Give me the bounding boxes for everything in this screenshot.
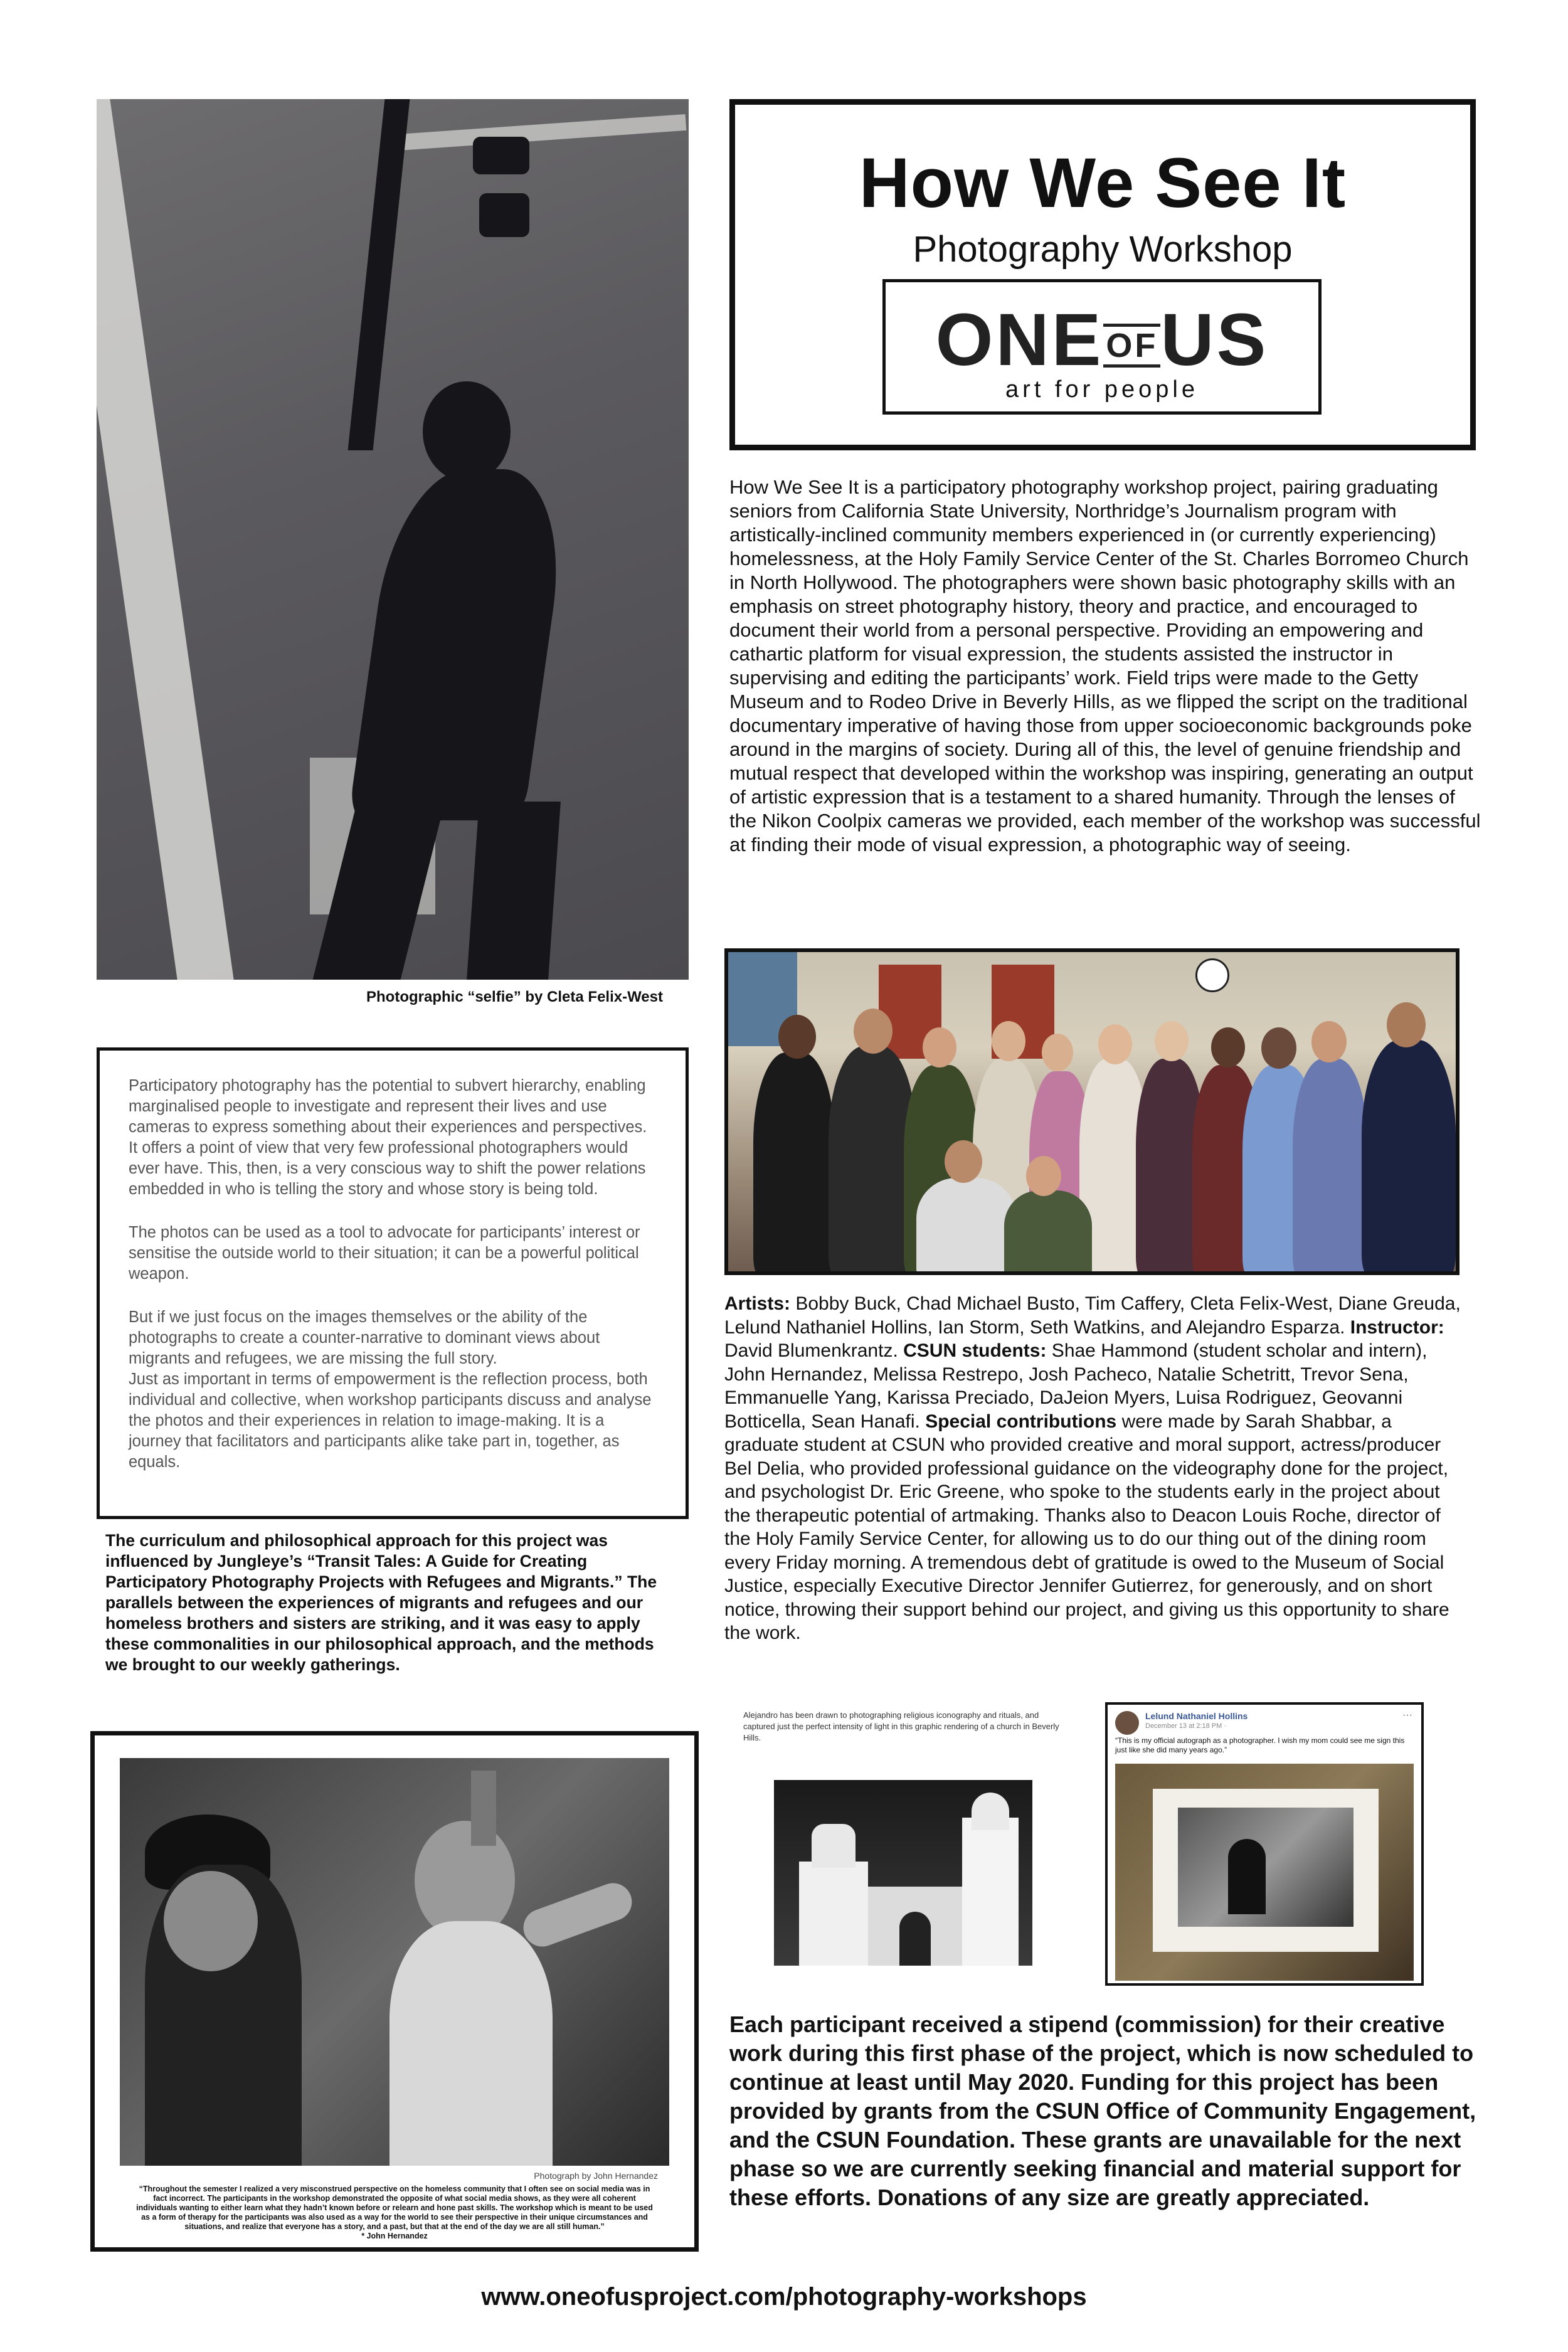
one-of-us-logo: ONEOFUS art for people — [882, 279, 1322, 415]
website-link[interactable]: www.oneofusproject.com/photography-workshops — [481, 2283, 1087, 2311]
quote-paragraph: Just as important in terms of empowerment is the reflection process, both individual and collective, when workshop participants discuss and analyse the photos and their experiences in relation to image-making. It is a journey that facilitators and participants alike take part in, together, as equals. — [129, 1370, 652, 1471]
participatory-photography-quote — [97, 1047, 689, 1519]
stipend-paragraph: Each participant received a stipend (commission) for their creative work during this first phase of the project, which is now scheduled to continue at least until May 2020. Funding for this project has been provided by grants from the CSUN Office of Community Engagement, and the CSUN Foundation. These grants are unavailable for the next phase so we are currently seeking financial and material support for these efforts. Donations of any size are greatly appreciated. — [729, 2011, 1476, 2210]
church-photo — [774, 1780, 1032, 1966]
group-photo — [724, 948, 1459, 1275]
quote-paragraph: But if we just focus on the images themselves or the ability of the photographs to create a counter-narrative to dominant views about migrants and refugees, we are missing the full story. — [129, 1308, 600, 1367]
post-text: “This is my official autograph as a photographer. I wish my mom could see me sign this just like she did many years ago.” — [1115, 1736, 1405, 1754]
more-options-icon: ··· — [1402, 1710, 1412, 1720]
page-subtitle: Photography Workshop — [913, 229, 1293, 270]
church-caption: Alejandro has been drawn to photographing religious iconography and rituals, and captured just the perfect intensity of light in this graphic rendering of a church in Beverly Hills. — [743, 1710, 1059, 1742]
avatar — [1115, 1711, 1139, 1735]
intro-paragraph: How We See It is a participatory photography workshop project, pairing graduating seniors from California State University, Northridge’s Journalism program with artistically-inclined community members experienced in (or currently experiencing) homelessness, at the Holy Family Service Center of the St. Charles Borromeo Church in North Hollywood. The photographers were shown basic photography skills with an emphasis on street photography history, theory and practice, and encouraged to document their world from a personal perspective. Providing an empowering and cathartic platform for visual expression, the students assisted the instructor in supervising and editing the participants’ work. Field trips were made to the Getty Museum and to Rodeo Drive in Beverly Hills, as we flipped the script on the traditional documentary imperative of having those from upper socioeconomic backgrounds poke around in the margins of society. During all of this, the level of genuine friendship and mutual respect that developed within the workshop was inspiring, generating an output of artistic expression that is a testament to a shared humanity. Through the lenses of the Nikon Coolpix cameras we provided, each member of the workshop was successful at finding their mode of visual expression, a photographic way of seeing. — [729, 476, 1481, 856]
workshop-photo — [120, 1758, 669, 2166]
john-hernandez-quote: “Throughout the semester I realized a very misconstrued perspective on the homeless community that I often see on social media was in fact incorrect. The participants in the workshop demonstrated the opposite of what social media shows, as they were all coherent individuals wanting to either learn what they hadn’t known before or relearn and hone past skills. The workshop which is meant to be used as a form of therapy for the participants was also used as a way for the world to see their perspective in their unique circumstances and situations, and realize that everyone has a story, and a past, but that at the end of the day we are all still human.” * John Hernandez — [136, 2185, 653, 2240]
facebook-post — [1105, 1702, 1424, 1986]
post-date: December 13 at 2:18 PM · — [1145, 1722, 1227, 1730]
credits-paragraph: Artists: Bobby Buck, Chad Michael Busto, Tim Caffery, Cleta Felix-West, Diane Greuda, Lelund Nathaniel Hollins, Ian Storm, Seth Watkins, and Alejandro Esparza. Instructor: David Blumenkrantz. CSUN students: Shae Hammond (student scholar and intern), John Hernandez, Melissa Restrepo, Josh Pacheco, Natalie Schetritt, Trevor Sena, Emmanuelle Yang, Karissa Preciado, DaJeion Myers, Luisa Rodriguez, Geovanni Botticella, Sean Hanafi. Special contributions were made by Sarah Shabbar, a graduate student at CSUN who provided creative and moral support, actress/producer Bel Delia, who provided professional guidance on the videography done for the project, and psychologist Dr. Eric Greene, who spoke to the students early in the project about the therapeutic potential of artmaking. Thanks also to Deacon Louis Roche, director of the Holy Family Service Center, for allowing us to do our thing out of the dining room every Friday morning. A tremendous debt of gratitude is owed to the Museum of Social Justice, especially Executive Director Jennifer Gutierrez, for generously, and on short notice, throwing their support behind our project, and giving us this opportunity to share the work. — [724, 1293, 1461, 1643]
post-photo — [1115, 1764, 1414, 1981]
selfie-caption: Photographic “selfie” by Cleta Felix-West — [366, 988, 663, 1005]
workshop-photo-frame — [90, 1731, 699, 2252]
curriculum-influence: The curriculum and philosophical approach for this project was influenced by Jungleye’s “Transit Tales: A Guide for Creating Participatory Photography Projects with Refugees and Migrants.” The parallels between the experiences of migrants and refugees and our homeless brothers and sisters are striking, and it was easy to apply these commonalities in our philosophical approach, and the methods we brought to our weekly gatherings. — [105, 1531, 657, 1674]
page-title: How We See It — [859, 144, 1347, 222]
quote-paragraph: The photos can be used as a tool to advocate for participants’ interest or sensitise the outside world to their situation; it can be a powerful political weapon. — [129, 1224, 640, 1283]
post-author: Lelund Nathaniel Hollins — [1145, 1711, 1248, 1721]
photo-credit: Photograph by John Hernandez — [534, 2171, 658, 2181]
selfie-photo — [97, 99, 689, 980]
quote-paragraph: Participatory photography has the potential to subvert hierarchy, enabling marginalised people to investigate and represent their lives and use cameras to express something about their experiences and perspectives. It offers a point of view that very few professional photographers would ever have. This, then, is a very conscious way to shift the power relations embedded in who is telling the story and whose story is being told. — [129, 1077, 647, 1198]
title-box — [729, 99, 1476, 450]
